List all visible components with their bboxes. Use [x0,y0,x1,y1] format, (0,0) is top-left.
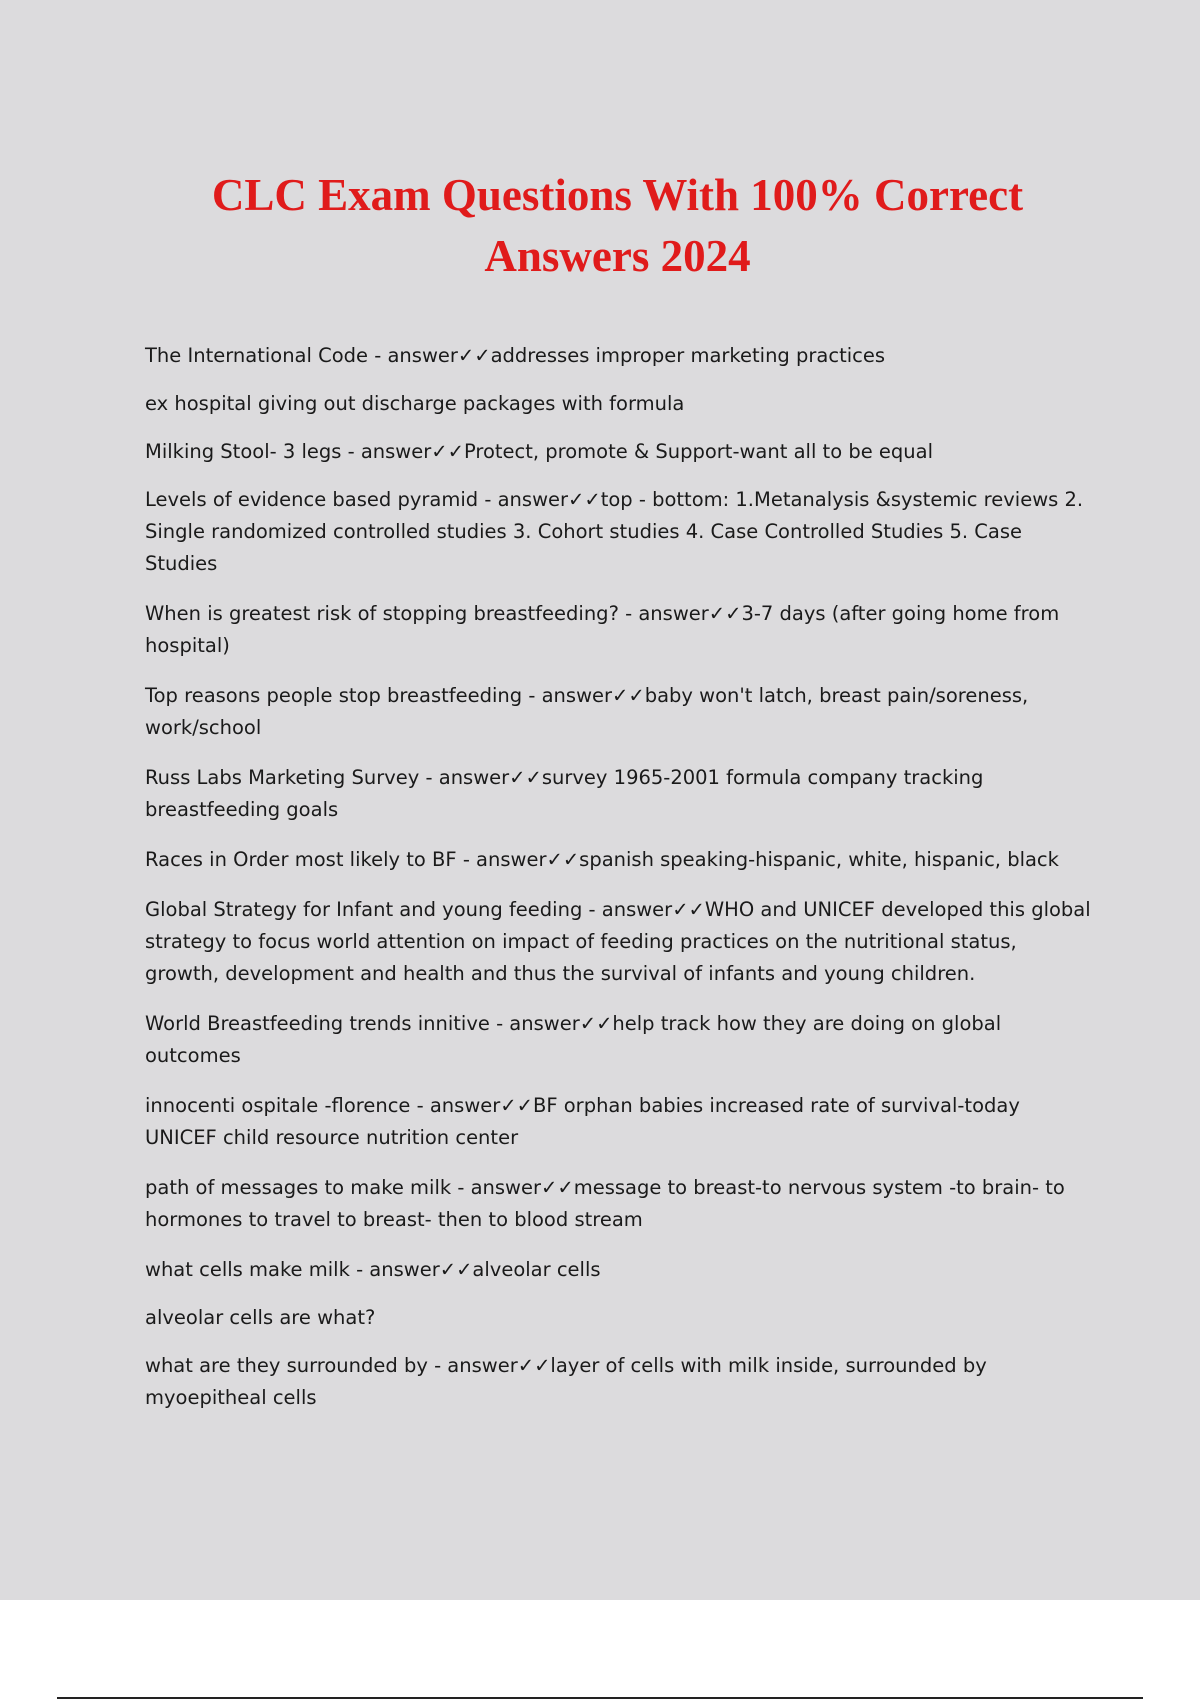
qa-entry: The International Code - answer✓✓addresses improper marketing practices [145,344,886,367]
qa-entry: Global Strategy for Infant and young feeding - answer✓✓WHO and UNICEF developed this global strategy to focus world attention on impact of feeding practices on the nutritional status, growth, development and health and thus the survival of infants and young children. [145,898,1091,985]
qa-entry: World Breastfeeding trends innitive - answer✓✓help track how they are doing on global outcomes [145,1012,1002,1067]
qa-entry: Races in Order most likely to BF - answer✓✓spanish speaking-hispanic, white, hispanic, black [145,848,1059,871]
qa-entry: ex hospital giving out discharge packages with formula [145,392,685,415]
qa-list [145,340,1095,1432]
qa-entry: alveolar cells are what? [145,1306,376,1329]
qa-entry: path of messages to make milk - answer✓✓message to breast-to nervous system -to brain- to hormones to travel to breast- then to blood stream [145,1176,1065,1231]
qa-entry: Milking Stool- 3 legs - answer✓✓Protect, promote & Support-want all to be equal [145,440,934,463]
footer-divider [57,1697,1143,1699]
qa-entry: innocenti ospitale -florence - answer✓✓BF orphan babies increased rate of survival-today UNICEF child resource nutrition center [145,1094,1020,1149]
qa-entry: Top reasons people stop breastfeeding - answer✓✓baby won't latch, breast pain/soreness, work/school [145,684,1029,739]
qa-entry: When is greatest risk of stopping breastfeeding? - answer✓✓3-7 days (after going home from hospital) [145,602,1060,657]
qa-entry: Russ Labs Marketing Survey - answer✓✓survey 1965-2001 formula company tracking breastfeeding goals [145,766,984,821]
qa-entry: Levels of evidence based pyramid - answer✓✓top - bottom: 1.Metanalysis &systemic reviews 2. Single randomized controlled studies 3. Cohort studies 4. Case Controlled Studies 5. Case Studies [145,488,1084,575]
qa-entry: what are they surrounded by - answer✓✓layer of cells with milk inside, surrounded by myoepitheal cells [145,1354,987,1409]
document-title: CLC Exam Questions With 100% Correct Answers 2024 [211,170,1024,281]
qa-entry: what cells make milk - answer✓✓alveolar cells [145,1258,601,1281]
